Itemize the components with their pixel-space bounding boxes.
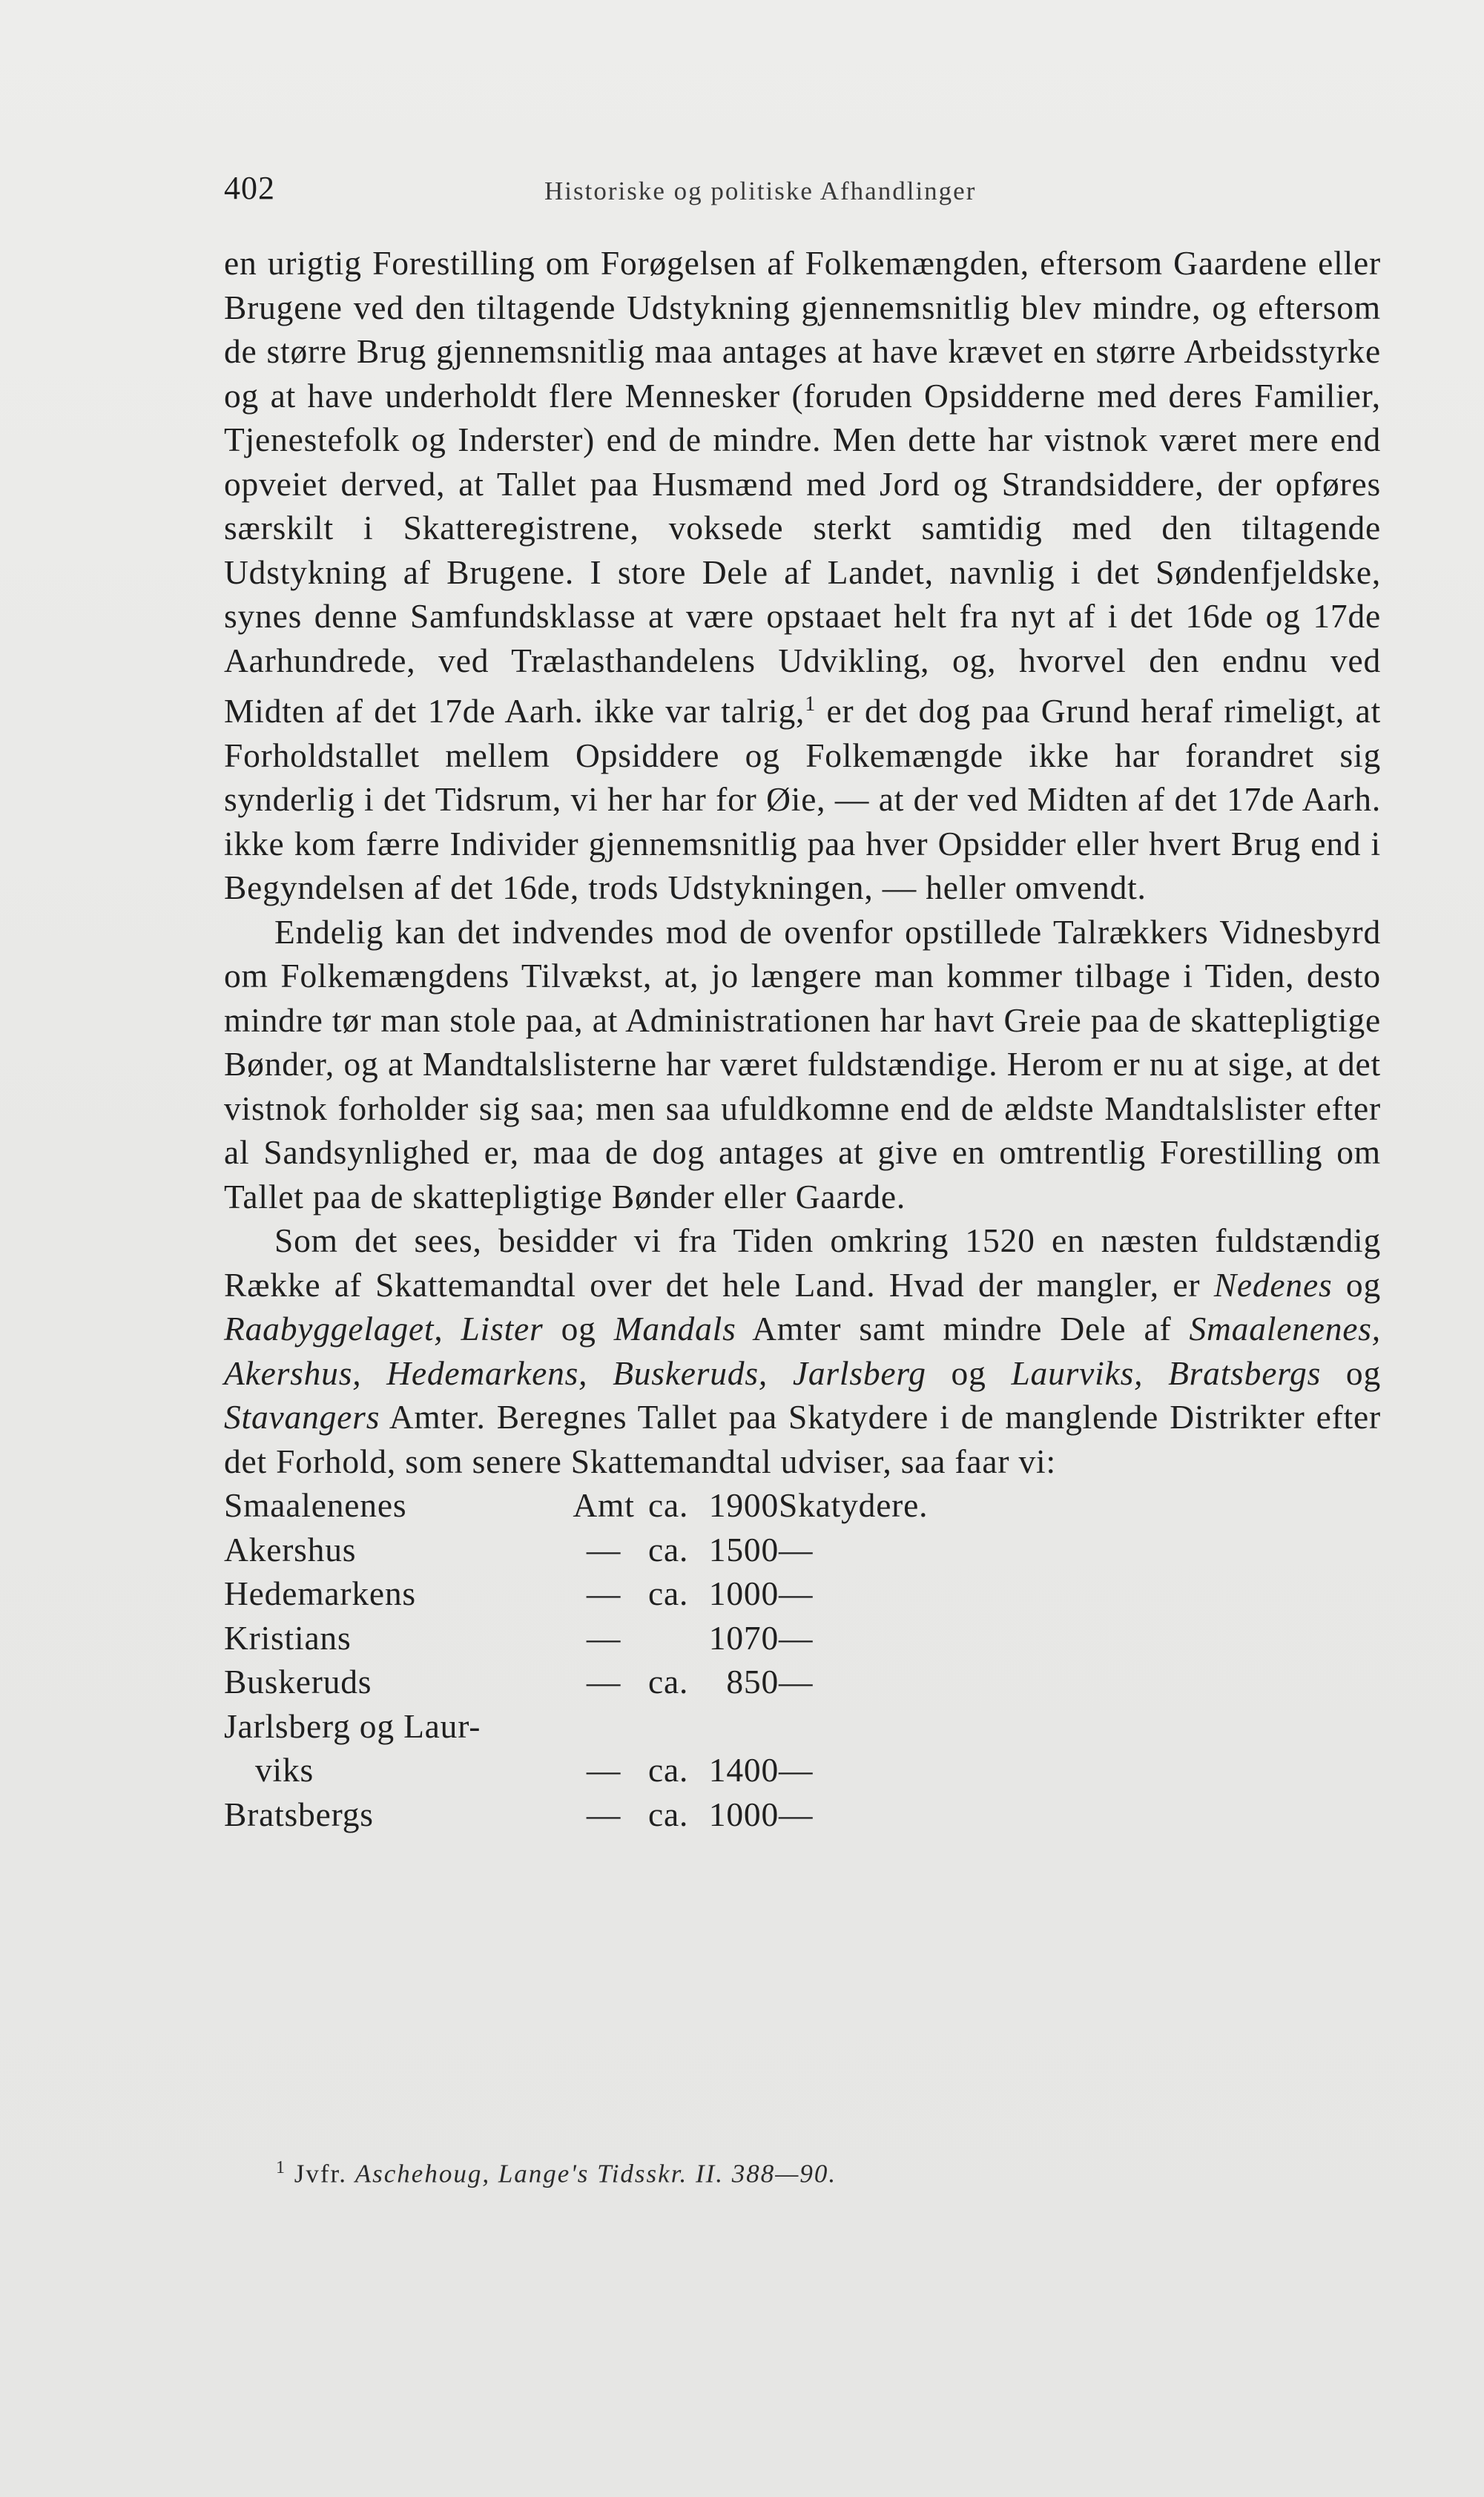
footnote-prefix: Jvfr.	[294, 2159, 355, 2188]
p3-italic-1: Nedenes	[1213, 1265, 1333, 1304]
p3-text-2: og	[1332, 1265, 1382, 1304]
approx-marker: ca.	[648, 1530, 689, 1569]
district-name: Hedemarkens	[224, 1574, 416, 1613]
district-unit: —	[586, 1618, 621, 1657]
taxpayer-count: 1000	[708, 1795, 779, 1833]
footnote	[276, 2158, 837, 2189]
p3-text-6: og	[1321, 1353, 1381, 1392]
district-unit	[559, 1704, 648, 1749]
approx-marker	[648, 1704, 697, 1749]
district-name: Bratsbergs	[224, 1795, 374, 1833]
district-name: Jarlsberg og Laur-	[224, 1706, 481, 1745]
table-row	[224, 1571, 928, 1616]
running-title: Historiske og politiske Afhandlinger	[544, 177, 977, 205]
taxpayer-count: 1900	[708, 1486, 779, 1525]
table-row	[224, 1704, 928, 1749]
district-unit: —	[586, 1530, 621, 1569]
table-row	[224, 1528, 928, 1572]
p3-text-1: Som det sees, besidder vi fra Tiden omkring 1520 en næsten fuldstændig Række af Skattemandtal over det hele Land. Hvad der mangler, er	[224, 1221, 1381, 1304]
table-row	[224, 1660, 928, 1704]
approx-marker: ca.	[648, 1751, 689, 1790]
count-suffix	[779, 1704, 928, 1749]
p3-italic-3: Mandals	[613, 1310, 736, 1348]
district-unit: —	[586, 1574, 621, 1613]
table-row	[224, 1483, 928, 1528]
district-name: Akershus	[224, 1530, 357, 1569]
district-unit: —	[586, 1751, 621, 1790]
paragraph-2: Endelig kan det indvendes mod de ovenfor opstillede Talrækkers Vidnesbyrd om Folkemængdens Tilvækst, at, jo længere man kommer tilbage i Tiden, desto mindre tør man stole paa, at Administrationen har havt Greie paa de skattepligtige Bønder, og at Mandtalslisterne har været fuldstændige. Herom er nu at sige, at det vistnok forholder sig saa; men saa ufuldkomne end de ældste Mandtalslister efter al Sandsynlighed er, maa de dog antages at give en omtrentlig Forestilling om Tallet paa de skattepligtige Bønder eller Gaarde.	[224, 912, 1381, 1215]
p3-text-3: og	[543, 1310, 614, 1348]
paragraph-3	[224, 1218, 1381, 1483]
district-name: Buskeruds	[224, 1663, 372, 1701]
approx-marker: ca.	[648, 1795, 689, 1833]
taxpayer-count: 1500	[708, 1530, 779, 1569]
count-suffix: —	[779, 1795, 814, 1833]
count-suffix: —	[779, 1618, 814, 1657]
taxpayer-count: 1070	[708, 1618, 779, 1657]
footnote-marker: 1	[276, 2158, 286, 2177]
footnote-reference: 1	[805, 693, 817, 716]
district-name: viks	[255, 1751, 314, 1790]
p3-text-4: Amter samt mindre Dele af	[736, 1310, 1190, 1348]
district-unit: —	[586, 1663, 621, 1701]
p3-italic-4: Smaalenenes, Akershus, Hedemarkens, Buskeruds, Jarlsberg	[224, 1310, 1381, 1392]
footnote-citation: Aschehoug, Lange's Tidsskr. II. 388—90.	[354, 2159, 837, 2188]
approx-marker	[648, 1616, 697, 1660]
district-name: Smaalenenes	[224, 1486, 407, 1525]
page-number: 402	[224, 170, 275, 206]
paragraph-1-text-a: en urigtig Forestilling om Forøgelsen af Folkemængden, eftersom Gaardene eller Brugene ved den tiltagende Udstykning gjennemsnitlig blev mindre, og eftersom de større Brug gjennemsnitlig maa antages at have krævet en større Arbeidsstyrke og at have underholdt flere Mennesker (foruden Opsidderne med deres Familier, Tjenestefolk og Inderster) end de mindre. Men dette har vistnok været mere end opveiet derved, at Tallet paa Husmænd med Jord og Strandsiddere, der opføres særskilt i Skatteregistrene, voksede sterkt samtidig med den tiltagende Udstykning af Brugene. I store Dele af Landet, navnlig i det Søndenfjeldske, synes denne Samfundsklasse at være opstaaet helt fra nyt af i det 16de og 17de Aarhundrede, ved Trælasthandelens Udvikling, og, hvorvel den endnu ved Midten af det 17de Aarh. ikke var talrig,	[224, 244, 1381, 730]
district-unit: Amt	[573, 1486, 635, 1525]
paragraph-1-text-b: er det dog paa Grund heraf rimeligt, at Forholdstallet mellem Opsiddere og Folkemængde ikke har forandret sig synderlig i det Tidsrum, vi her har for Øie, — at der ved Midten af det 17de Aarh. ikke kom færre Individer gjennemsnitlig paa hver Opsidder eller hvert Brug end i Begyndelsen af det 16de, trods Udstykningen, — heller omvendt.	[224, 692, 1382, 907]
p3-italic-5: Laurviks, Bratsbergs	[1011, 1353, 1322, 1392]
count-suffix: —	[779, 1574, 814, 1613]
table-row	[224, 1792, 928, 1837]
count-suffix: —	[779, 1751, 814, 1790]
approx-marker: ca.	[648, 1486, 689, 1525]
p3-text-5: og	[926, 1353, 1012, 1392]
count-suffix: Skatydere.	[779, 1486, 929, 1525]
taxpayer-count	[697, 1704, 779, 1749]
taxpayer-count: 850	[726, 1663, 779, 1701]
taxpayer-table	[224, 1483, 928, 1836]
taxpayer-count: 1400	[708, 1751, 779, 1790]
main-text	[224, 241, 1381, 1836]
count-suffix: —	[779, 1663, 814, 1701]
approx-marker: ca.	[648, 1574, 689, 1613]
p3-italic-6: Stavangers	[224, 1398, 380, 1436]
district-name: Kristians	[224, 1618, 352, 1657]
paragraph-1	[224, 241, 1381, 910]
page-header	[224, 169, 1381, 214]
count-suffix: —	[779, 1530, 814, 1569]
table-row	[224, 1616, 928, 1660]
p3-text-7: Amter. Beregnes Tallet paa Skatydere i de manglende Distrikter efter det Forhold, som senere Skattemandtal udviser, saa faar vi:	[224, 1398, 1381, 1480]
table-row	[224, 1748, 928, 1792]
taxpayer-count: 1000	[708, 1574, 779, 1613]
p3-italic-2: Raabyggelaget, Lister	[224, 1310, 544, 1348]
district-unit: —	[586, 1795, 621, 1833]
approx-marker: ca.	[648, 1663, 689, 1701]
